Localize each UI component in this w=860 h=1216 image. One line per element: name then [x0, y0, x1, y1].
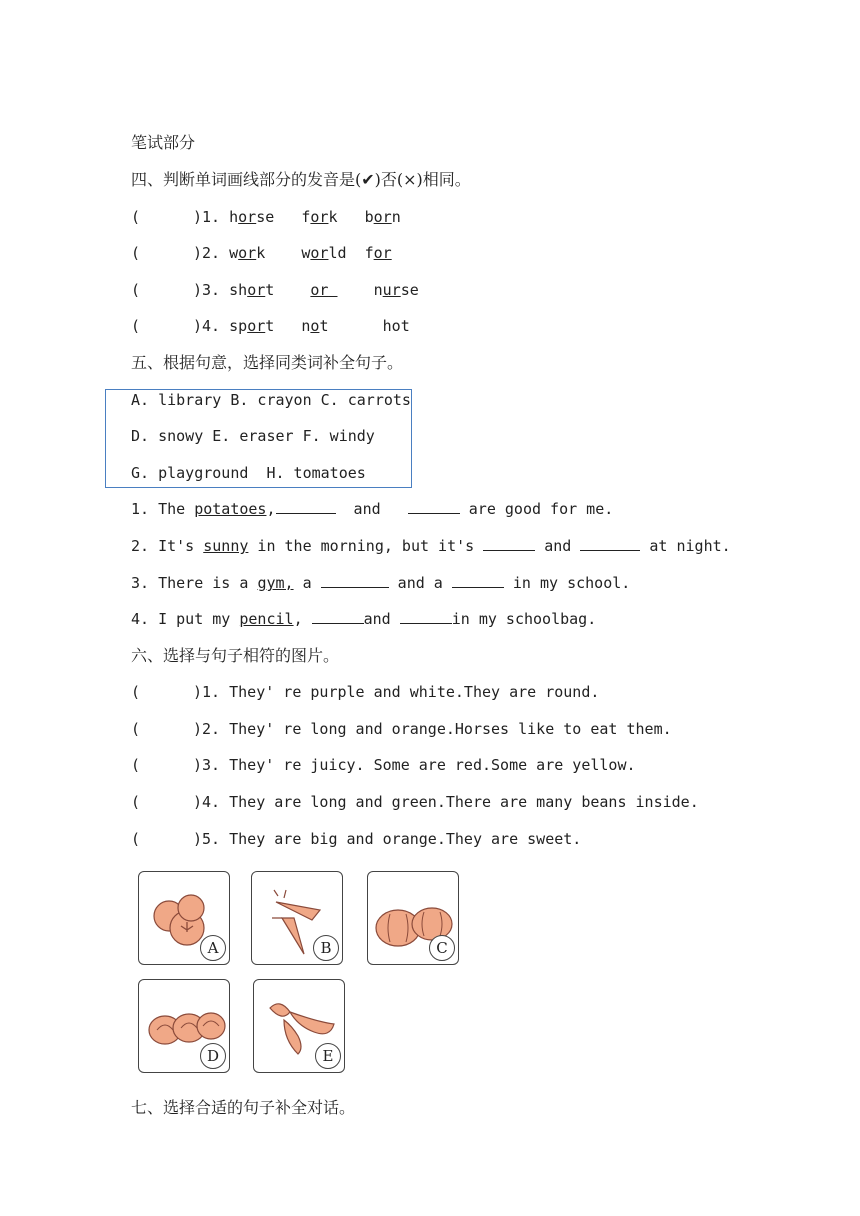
- answer-blank[interactable]: [276, 499, 336, 514]
- q7-title: 七、选择合适的句子补全对话。: [131, 1098, 356, 1117]
- answer-blank[interactable]: [408, 499, 460, 514]
- q5-sentence-4: 4. I put my pencil, and in my schoolbag.: [131, 610, 597, 628]
- q4-item-4: ( )4. sport not hot: [131, 317, 410, 335]
- picture-beans: [253, 979, 345, 1073]
- q5-sentence-3: 3. There is a gym, a and a in my school.: [131, 574, 631, 592]
- paren: (: [131, 208, 141, 226]
- q6-item-1: ( )1. They' re purple and white.They are round.: [131, 683, 600, 701]
- q4-item-2: ( )2. work world for: [131, 244, 392, 262]
- answer-blank[interactable]: [312, 609, 364, 624]
- answer-blank[interactable]: [400, 609, 452, 624]
- q4-item-3: ( )3. short or nurse: [131, 281, 419, 299]
- picture-carrots: [251, 871, 343, 965]
- q6-item-4: ( )4. They are long and green.There are many beans inside.: [131, 793, 699, 811]
- q6-item-5: ( )5. They are big and orange.They are sweet.: [131, 830, 582, 848]
- answer-blank[interactable]: [483, 536, 535, 551]
- q6-item-2: ( )2. They' re long and orange.Horses like to eat them.: [131, 720, 672, 738]
- option-row-3: G. playground H. tomatoes: [131, 464, 366, 482]
- q5-sentence-2: 2. It's sunny in the morning, but it's and at night.: [131, 537, 731, 555]
- section-title: 笔试部分: [131, 133, 196, 152]
- answer-blank[interactable]: [580, 536, 640, 551]
- q5-title: 五、根据句意，选择同类词补全句子。: [131, 353, 404, 372]
- picture-label: B: [313, 935, 339, 961]
- picture-onions: [138, 979, 230, 1073]
- picture-label: E: [315, 1043, 341, 1069]
- option-row-2: D. snowy E. eraser F. windy: [131, 427, 375, 445]
- picture-label: C: [429, 935, 455, 961]
- q6-item-3: ( )3. They' re juicy. Some are red.Some are yellow.: [131, 756, 636, 774]
- q6-title: 六、选择与句子相符的图片。: [131, 646, 340, 665]
- q5-sentence-1: 1. The potatoes, and are good for me.: [131, 500, 614, 518]
- picture-label: A: [200, 935, 226, 961]
- answer-blank[interactable]: [452, 573, 504, 588]
- option-row-1: A. library B. crayon C. carrots: [131, 391, 411, 409]
- picture-pumpkins: [367, 871, 459, 965]
- q4-item-1: ( )1. horse fork born: [131, 208, 401, 226]
- picture-label: D: [200, 1043, 226, 1069]
- answer-blank[interactable]: [321, 573, 389, 588]
- q4-title: 四、判断单词画线部分的发音是(✔)否(×)相同。: [131, 170, 471, 189]
- picture-tomatoes: [138, 871, 230, 965]
